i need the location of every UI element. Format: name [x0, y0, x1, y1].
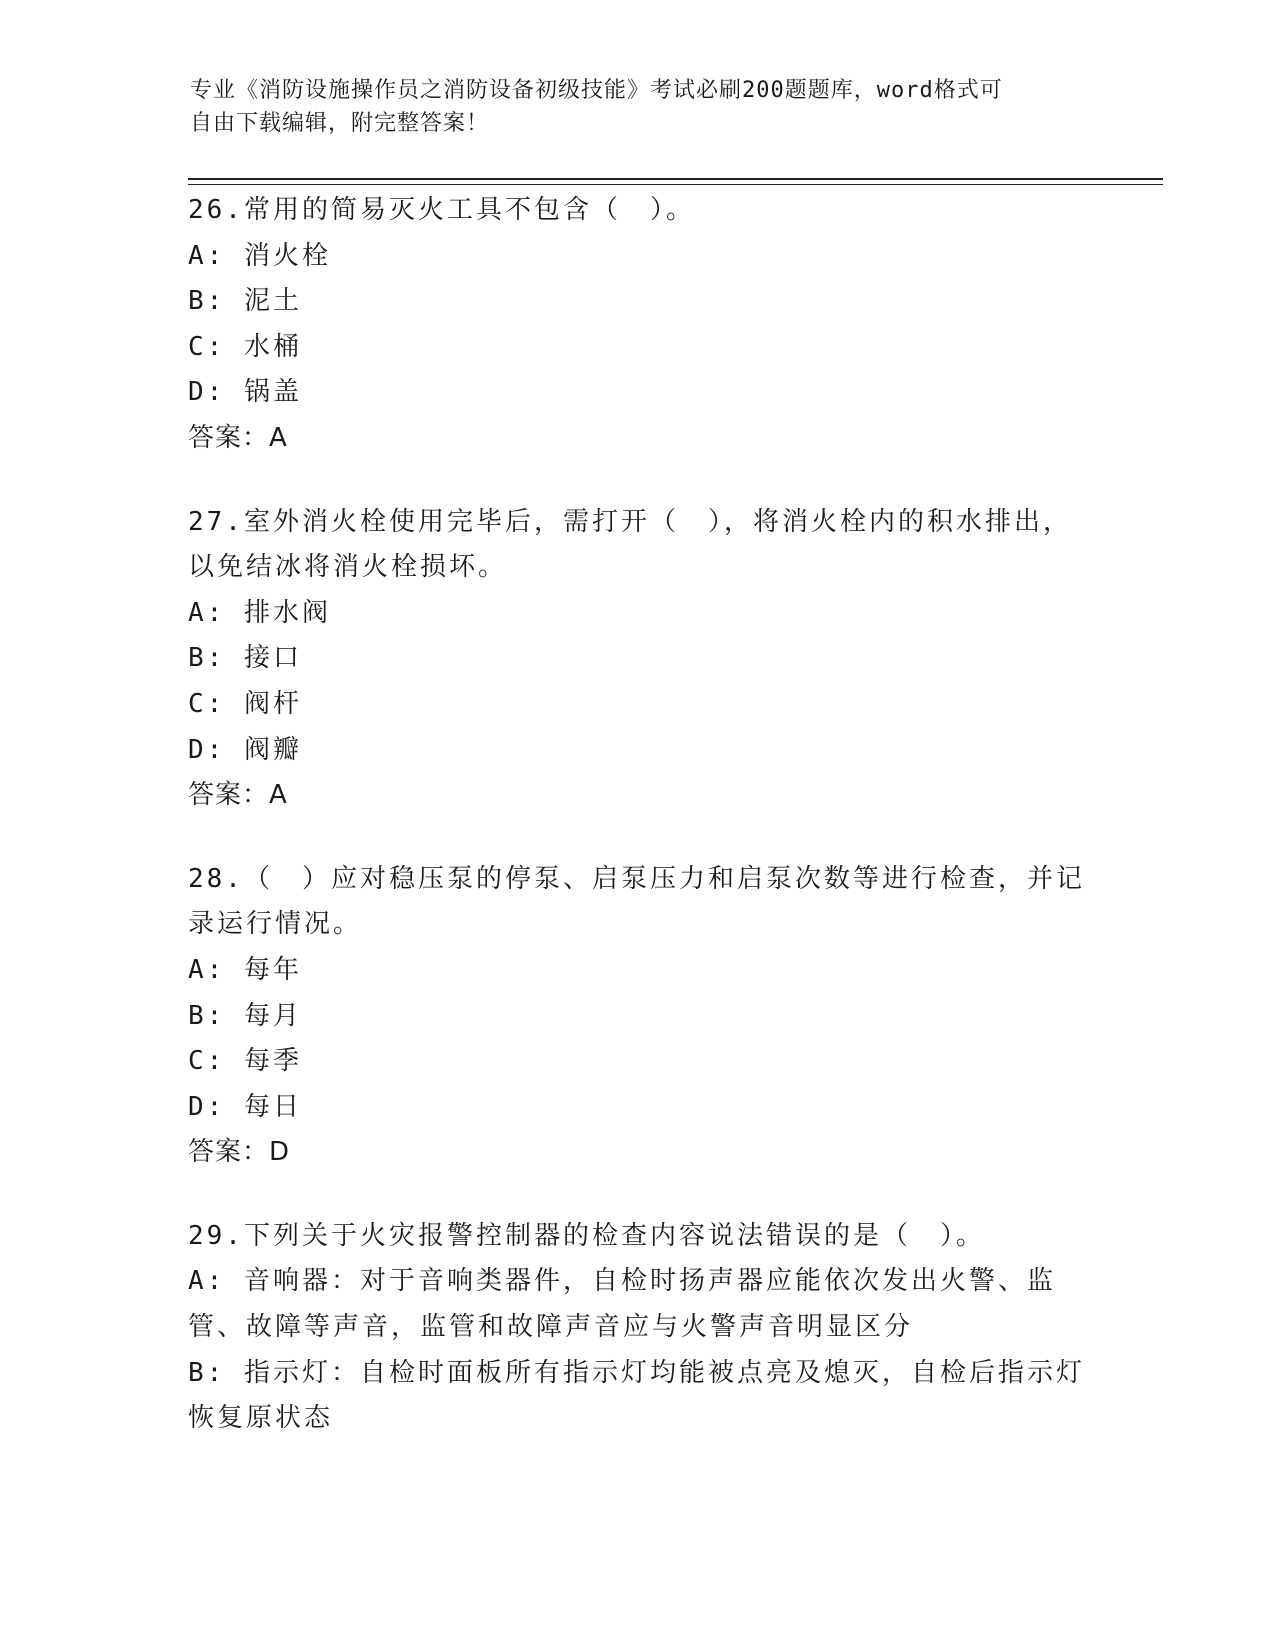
question-26 [188, 188, 1088, 462]
question-list [188, 188, 1088, 1480]
option-c: C: 水桶 [188, 331, 302, 362]
header-divider-thick [188, 178, 1163, 180]
document-header [190, 74, 1090, 140]
option-b: B: 接口 [188, 643, 302, 674]
option-b: B: 泥土 [188, 286, 302, 317]
option-c: C: 阀杆 [188, 688, 302, 719]
header-line-2: 自由下载编辑，附完整答案！ [190, 111, 490, 136]
option-a: A: 每年 [188, 954, 302, 985]
question-stem: 28.（ ）应对稳压泵的停泵、启泵压力和启泵次数等进行检查，并记录运行情况。 [188, 863, 1085, 940]
question-27 [188, 500, 1088, 819]
option-a: A: 消火栓 [188, 240, 331, 271]
question-29 [188, 1214, 1088, 1442]
option-d: D: 阀瓣 [188, 734, 302, 765]
option-a: A: 音响器：对于音响类器件，自检时扬声器应能依次发出火警、监管、故障等声音，监管和故障声音应与火警声音明显区分 [188, 1266, 1056, 1343]
question-stem: 29.下列关于火灾报警控制器的检查内容说法错误的是（ ）。 [188, 1220, 985, 1251]
option-b: B: 指示灯：自检时面板所有指示灯均能被点亮及熄灭，自检后指示灯恢复原状态 [188, 1357, 1085, 1434]
header-line-1: 专业《消防设施操作员之消防设备初级技能》考试必刷200题题库，word格式可 [190, 78, 1003, 103]
question-28 [188, 857, 1088, 1176]
question-stem: 26.常用的简易灭火工具不包含（ ）。 [188, 195, 695, 225]
option-c: C: 每季 [188, 1046, 302, 1077]
option-b: B: 每月 [188, 1000, 302, 1031]
question-answer: 答案：A [188, 780, 288, 811]
option-a: A: 排水阀 [188, 597, 331, 628]
question-answer: 答案：D [188, 1137, 291, 1168]
header-divider-thin [188, 184, 1163, 185]
question-stem: 27.室外消火栓使用完毕后，需打开（ ），将消火栓内的积水排出，以免结冰将消火栓损坏。 [188, 506, 1072, 583]
option-d: D: 锅盖 [188, 377, 302, 408]
question-answer: 答案：A [188, 422, 288, 453]
option-d: D: 每日 [188, 1091, 302, 1122]
